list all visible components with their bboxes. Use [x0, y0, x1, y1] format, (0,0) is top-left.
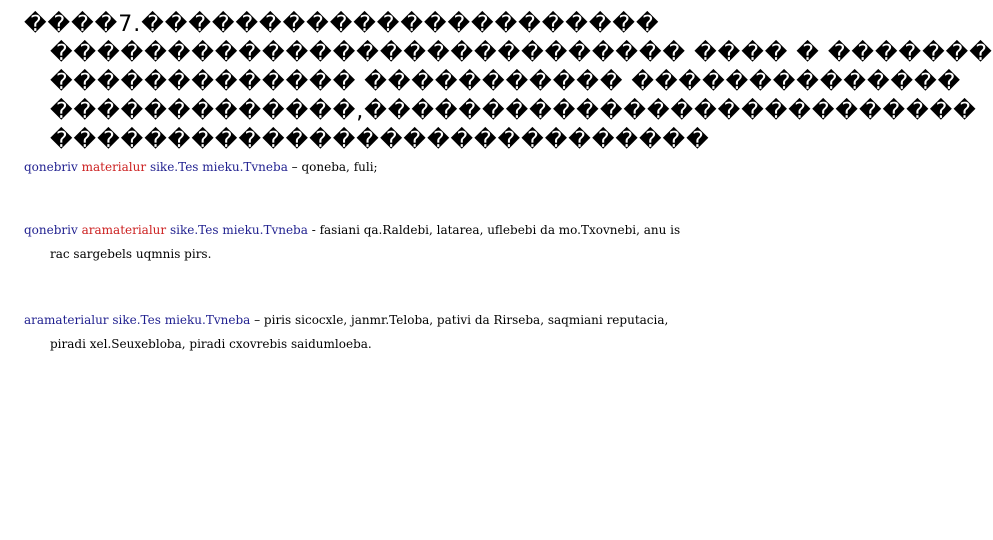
paragraph-continuation: piradi xel.Seuxebloba, piradi cxovrebis saidumloeba. [50, 337, 372, 351]
paragraph-material-property [24, 155, 704, 179]
heading-line-5: ���������������������������� [50, 128, 710, 153]
paragraph-body: - fasiani qa.Raldebi, latarea, uflebebi da mo.Txovnebi, anu is [307, 223, 681, 237]
term-benefit: sike.Tes mieku.Tvneba [169, 223, 308, 237]
term-aramaterialur: aramaterialur [81, 223, 167, 237]
term-benefit: sike.Tes mieku.Tvneba [149, 160, 288, 174]
term-aramaterialur: aramaterialur [24, 313, 109, 327]
term-benefit: sike.Tes mieku.Tvneba [112, 313, 251, 327]
garbled-heading [24, 10, 993, 155]
term-materialur: materialur [81, 160, 147, 174]
term-qonebriv: qonebriv [24, 160, 78, 174]
heading-line-3: ������������� ����������� �������������� [50, 70, 962, 95]
heading-line-2: ��������������������������� ���� � ������� [50, 41, 993, 66]
paragraph-body: – qoneba, fuli; [287, 160, 378, 174]
paragraph-body: – piris sicocxle, janmr.Teloba, pativi da Rirseba, saqmiani reputacia, [250, 313, 669, 327]
paragraph-continuation: rac sargebels uqmnis pirs. [50, 247, 212, 261]
heading-line-4: �������������,�������������������������� [50, 99, 977, 124]
paragraph-immaterial-personal [24, 308, 704, 356]
heading-line-1: ����7.���������������������� [24, 12, 660, 37]
term-qonebriv: qonebriv [24, 223, 78, 237]
paragraph-immaterial-property [24, 218, 704, 266]
